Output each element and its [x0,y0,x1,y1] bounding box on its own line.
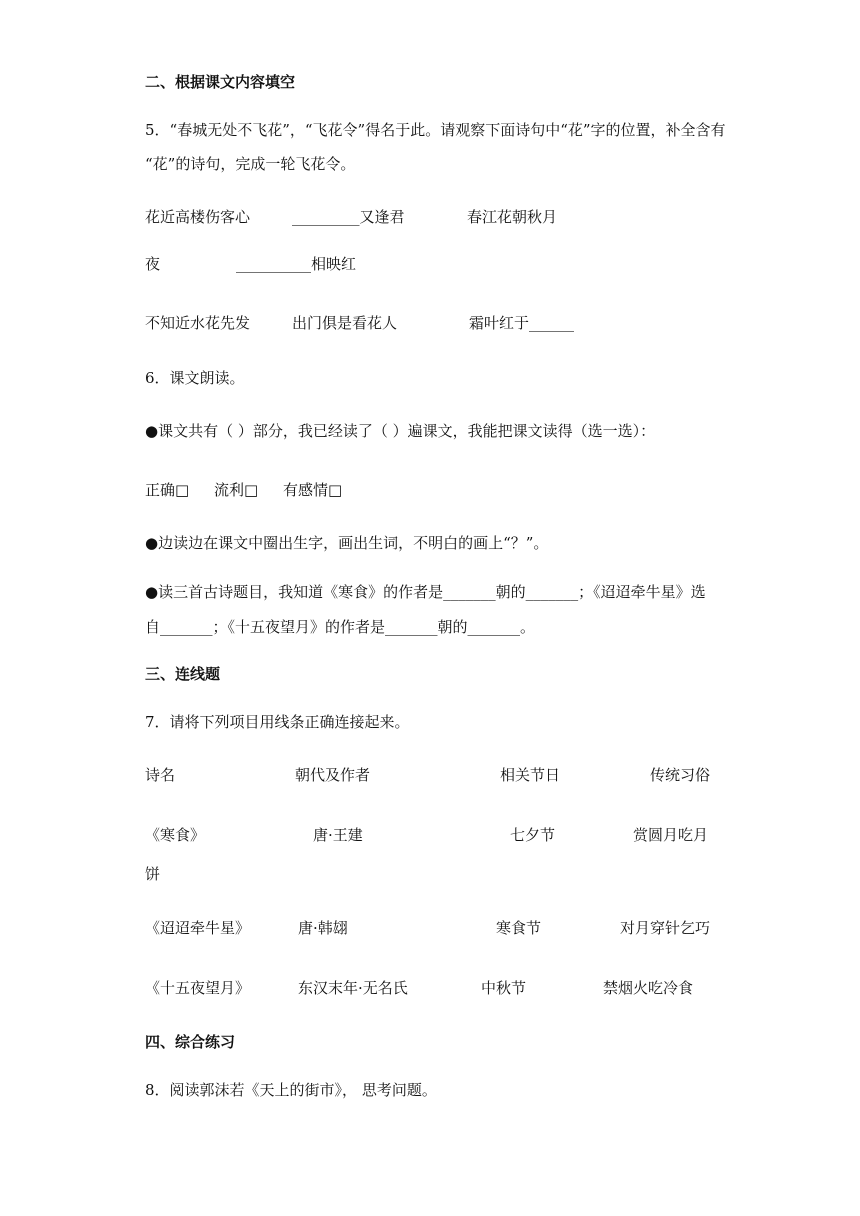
header-festival: 相关节日 [500,766,561,784]
poem-line-3: 春江花朝秋月 [467,208,558,226]
question-6-bullet-1: ●课文共有（ ）部分，我已经读了（ ）遍课文，我能把课文读得（选一选）： [145,422,656,440]
poem-blank-1: _________又逢君 [292,208,405,226]
header-custom: 传统习俗 [650,766,711,784]
match-custom-1-wrap: 饼 [145,865,161,883]
question-6-title: 6．课文朗读。 [145,369,245,387]
match-custom-2: 对月穿针乞巧 [620,919,711,937]
question-5-line-2: “花”的诗句，完成一轮飞花令。 [145,155,356,173]
poem-line-3-wrap: 夜 [145,255,161,273]
match-author-3: 东汉末年·无名氏 [298,979,408,997]
question-5-line-1: 5．“春城无处不飞花”，“飞花令”得名于此。请观察下面诗句中“花”字的位置，补全含有 [145,121,726,139]
section-heading-matching: 三、连线题 [145,665,221,683]
match-festival-1: 七夕节 [510,826,556,844]
section-heading-fill-blanks: 二、根据课文内容填空 [145,73,296,91]
match-festival-3: 中秋节 [481,979,527,997]
match-custom-1: 赏圆月吃月 [633,826,709,844]
match-poem-1: 《寒食》 [145,826,206,844]
poem-blank-3: 霜叶红于______ [469,314,575,332]
match-custom-3: 禁烟火吃冷食 [603,979,694,997]
section-heading-practice: 四、综合练习 [145,1033,236,1051]
match-poem-2: 《迢迢牵牛星》 [145,919,251,937]
header-poem-name: 诗名 [145,766,176,784]
question-6-bullet-3-line-1: ●读三首古诗题目，我知道《寒食》的作者是_______朝的_______；《迢迢牵牛星》选 [145,583,706,601]
option-fluent: 流利□ [214,481,259,499]
poem-line-4: 不知近水花先发 [145,314,251,332]
header-dynasty-author: 朝代及作者 [295,766,371,784]
match-poem-3: 《十五夜望月》 [145,979,251,997]
poem-line-5: 出门俱是看花人 [292,314,398,332]
match-festival-2: 寒食节 [496,919,542,937]
option-correct: 正确□ [145,481,190,499]
question-7-title: 7．请将下列项目用线条正确连接起来。 [145,713,410,731]
option-emotional: 有感情□ [283,481,343,499]
poem-blank-2: __________相映红 [236,255,357,273]
match-author-1: 唐·王建 [313,826,363,844]
question-6-bullet-3-line-2: 自_______；《十五夜望月》的作者是_______朝的_______。 [145,618,536,636]
question-8-title: 8．阅读郭沫若《天上的街市》， 思考问题。 [145,1081,437,1099]
poem-line-1: 花近高楼伤客心 [145,208,251,226]
match-author-2: 唐·韩翃 [298,919,348,937]
question-6-bullet-2: ●边读边在课文中圈出生字，画出生词，不明白的画上“？”。 [145,534,549,552]
